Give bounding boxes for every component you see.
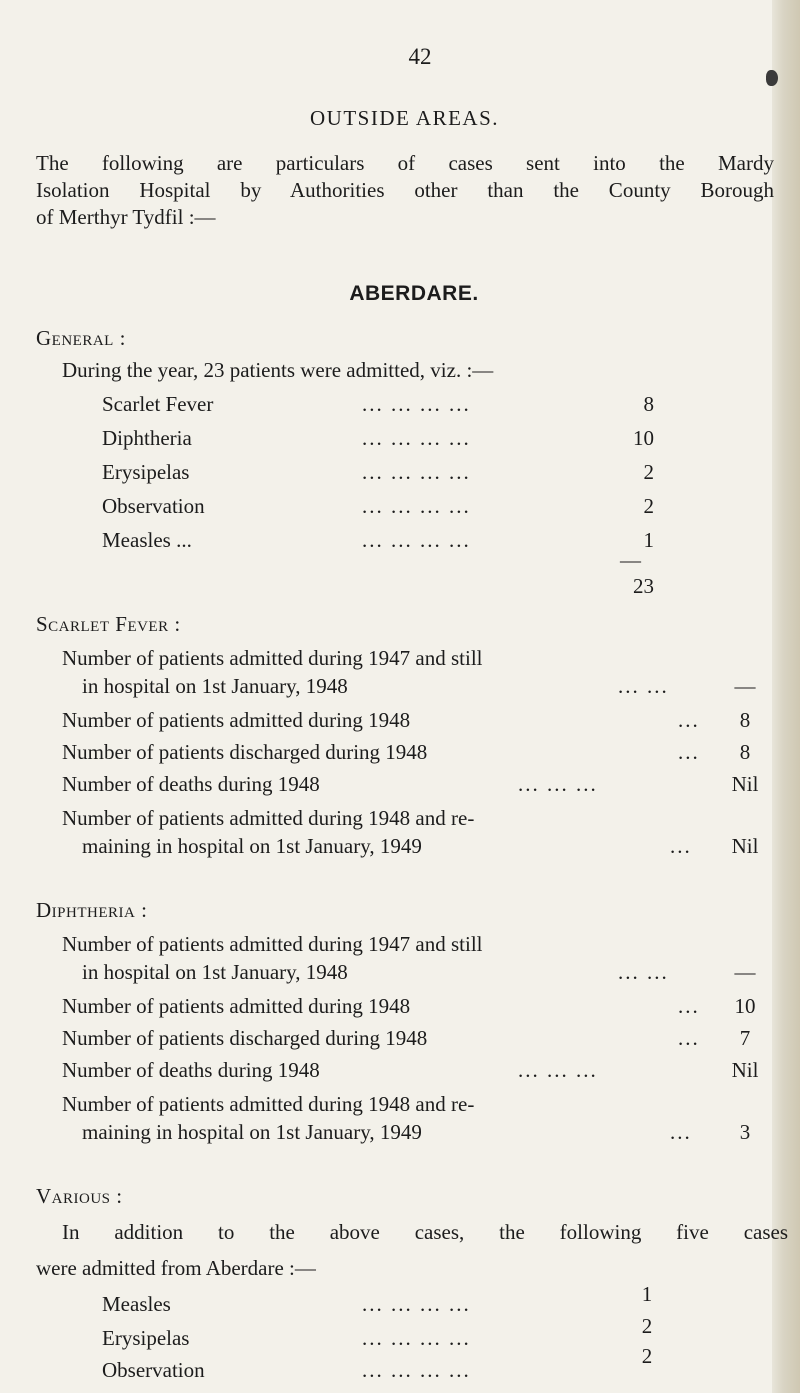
leader-dots: ... ... ... ... (362, 528, 471, 552)
leader-dots: ... ... ... ... (362, 1292, 471, 1316)
stat-value: 10 (734, 994, 756, 1018)
total-rule: — (620, 548, 641, 572)
stat-value: — (734, 960, 756, 984)
leader-dots: ... (678, 1026, 700, 1050)
page-edge-shadow (772, 0, 800, 1393)
general-value: 10 (633, 426, 654, 450)
diphtheria-heading: Diphtheria : (36, 898, 148, 922)
stat-line: Number of deaths during 1948 (62, 772, 320, 796)
intro-line: The following are particulars of cases sent into the Mardy (36, 151, 774, 175)
leader-dots: ... (670, 1120, 692, 1144)
various-value: 2 (641, 1344, 653, 1368)
leader-dots: ... ... (618, 960, 669, 984)
leader-dots: ... ... ... ... (362, 1326, 471, 1350)
stat-value: Nil (731, 834, 759, 858)
leader-dots: ... ... (618, 674, 669, 698)
various-value: 1 (641, 1282, 653, 1306)
scarlet-fever-heading: Scarlet Fever : (36, 612, 181, 636)
general-lead: During the year, 23 patients were admitted, viz. :— (62, 358, 494, 382)
district-heading: ABERDARE. (349, 282, 479, 305)
leader-dots: ... (678, 740, 700, 764)
leader-dots: ... ... ... ... (362, 426, 471, 450)
general-value: 8 (643, 392, 654, 416)
stat-line: Number of patients admitted during 1948 and re- (62, 1092, 475, 1116)
general-label: Erysipelas (102, 460, 190, 484)
intro-line: Isolation Hospital by Authorities other than the County Borough (36, 178, 774, 202)
various-lead: were admitted from Aberdare :— (36, 1256, 316, 1280)
general-label: Observation (102, 494, 205, 518)
general-label: Measles ... (102, 528, 192, 552)
leader-dots: ... (678, 708, 700, 732)
stat-value: 8 (739, 740, 751, 764)
leader-dots: ... (678, 994, 700, 1018)
stat-line: Number of patients discharged during 1948 (62, 1026, 428, 1050)
general-label: Scarlet Fever (102, 392, 214, 416)
stat-line: in hospital on 1st January, 1948 (82, 674, 348, 698)
general-value: 2 (643, 460, 654, 484)
stat-line: Number of patients admitted during 1948 and re- (62, 806, 475, 830)
stat-line: Number of patients admitted during 1948 (62, 994, 411, 1018)
stat-line: Number of patients discharged during 1948 (62, 740, 428, 764)
leader-dots: ... ... ... ... (362, 460, 471, 484)
stat-value: 8 (739, 708, 751, 732)
general-value: 1 (643, 528, 654, 552)
leader-dots: ... ... ... ... (362, 494, 471, 518)
general-value: 2 (643, 494, 654, 518)
intro-line: of Merthyr Tydfil :— (36, 205, 216, 229)
leader-dots: ... ... ... ... (362, 392, 471, 416)
intro-paragraph (36, 150, 774, 231)
leader-dots: ... ... ... ... (362, 1358, 471, 1382)
stat-value: — (734, 674, 756, 698)
general-total: 23 (633, 574, 654, 598)
various-label: Observation (102, 1358, 205, 1382)
page-title: OUTSIDE AREAS. (310, 106, 500, 130)
leader-dots: ... ... ... (518, 1058, 598, 1082)
various-label: Erysipelas (102, 1326, 190, 1350)
leader-dots: ... ... ... (518, 772, 598, 796)
stat-line: maining in hospital on 1st January, 1949 (82, 834, 422, 858)
various-label: Measles (102, 1292, 171, 1316)
stat-line: Number of patients admitted during 1947 and still (62, 932, 483, 956)
stat-value: Nil (731, 772, 759, 796)
general-heading: General : (36, 326, 126, 350)
ink-blot (766, 70, 778, 86)
various-lead: In addition to the above cases, the following five cases (62, 1220, 788, 1244)
various-value: 2 (641, 1314, 653, 1338)
stat-line: Number of patients admitted during 1948 (62, 708, 411, 732)
stat-line: maining in hospital on 1st January, 1949 (82, 1120, 422, 1144)
stat-value: Nil (731, 1058, 759, 1082)
general-label: Diphtheria (102, 426, 192, 450)
stat-value: 7 (739, 1026, 751, 1050)
stat-line: Number of patients admitted during 1947 and still (62, 646, 483, 670)
various-heading: Various : (36, 1184, 123, 1208)
stat-line: in hospital on 1st January, 1948 (82, 960, 348, 984)
stat-value: 3 (739, 1120, 751, 1144)
stat-line: Number of deaths during 1948 (62, 1058, 320, 1082)
page-number: 42 (408, 44, 432, 69)
leader-dots: ... (670, 834, 692, 858)
